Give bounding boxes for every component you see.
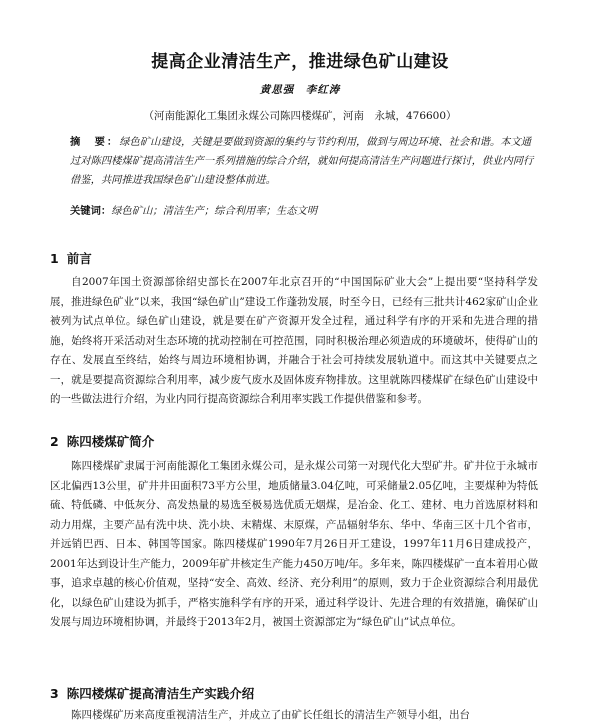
section-body-3: 陈四楼煤矿历来高度重视清洁生产，并成立了由矿长任组长的清洁生产领导小组，出台 <box>71 709 470 721</box>
section-body-2: 陈四楼煤矿隶属于河南能源化工集团永煤公司，是永煤公司第一对现代化大型矿井。矿井位于永城市区北偏西13公里，矿井井田面积73平方公里，地质储量3.04亿吨，可采储量2.05亿吨，主要煤种为特低硫、特低磷、中低灰分、高发热量的易选至极易选优质无烟煤，是冶金、化工、建材、电力首选原材料和动力用煤，主要产品有洗中块、洗小块、末精煤、末原煤，产品辐射华东、华中、华南三区十几个省市，并远销巴西、日本、韩国等国家。陈四楼煤矿1990年7月26日开工建设，1997年11月6日建成投产，2001年达到设计生产能力，2009年矿井核定生产能力450万吨/年。多年来，陈四楼煤矿一直本着用心做事，追求卓越的核心价值观，坚持“安全、高效、经济、充分利用”的原则，致力于企业资源综合利用最优化，以绿色矿山建设为抓手，严格实施科学有序的开采，通过科学设计、先进合理的有效措施，确保矿山发展与周边环境相协调，并最终于2013年2月，被国土资源部定为“绿色矿山”试点单位。 <box>50 460 538 628</box>
abstract-label: 摘 要： <box>70 136 120 148</box>
authors: 黄思强 李红涛 <box>259 84 341 96</box>
section-number: 3 <box>50 686 59 701</box>
section-number: 2 <box>50 434 59 449</box>
section-title: 前言 <box>66 251 92 266</box>
keywords-text: 绿色矿山；清洁生产；综合利用率；生态文明 <box>111 205 318 217</box>
section-number: 1 <box>50 251 59 266</box>
section-title: 陈四楼煤矿提高清洁生产实践介绍 <box>66 686 255 701</box>
abstract-text: 绿色矿山建设，关键是要做到资源的集约与节约利用，做到与周边环境、社会和谐。本文通过对陈四楼煤矿提高清洁生产一系列措施的综合介绍，就如何提高清洁生产问题进行探讨，供业内同行借鉴，共同推进我国绿色矿山建设整体前进。 <box>70 136 534 186</box>
section-heading-3 <box>50 684 254 702</box>
keywords-label: 关键词： <box>70 205 112 217</box>
abstract <box>70 133 540 190</box>
section-heading-2 <box>50 432 154 450</box>
section-body-1: 自2007年国土资源部徐绍史部长在2007年北京召开的“中国国际矿业大会”上提出要“坚持科学发展，推进绿色矿业”以来，我国“绿色矿山”建设工作蓬勃发展，时至今日，已经有三批共计462家矿山企业被列为试点单位。绿色矿山建设，就是要在矿产资源开发全过程，通过科学有序的开采和先进合理的措施，始终将开采活动对生态环境的扰动控制在可控范围，同时积极治理必须造成的环境破坏，使得矿山的存在、发展直至终结，始终与周边环境相协调，并融合于社会可持续发展轨道中。而这其中关键要点之一，就是要提高资源综合利用率，减少废气废水及固体废弃物排放。这里就陈四楼煤矿在绿色矿山建设中的一些做法进行介绍，为业内同行提高资源综合利用率实践工作提供借鉴和参考。 <box>50 276 538 405</box>
section-title: 陈四楼煤矿简介 <box>66 434 155 449</box>
affiliation: （河南能源化工集团永煤公司陈四楼煤矿，河南 永城，476600） <box>143 110 457 122</box>
keywords <box>70 202 540 217</box>
paper-title: 提高企业清洁生产，推进绿色矿山建设 <box>151 52 449 72</box>
section-heading-1 <box>50 249 92 267</box>
